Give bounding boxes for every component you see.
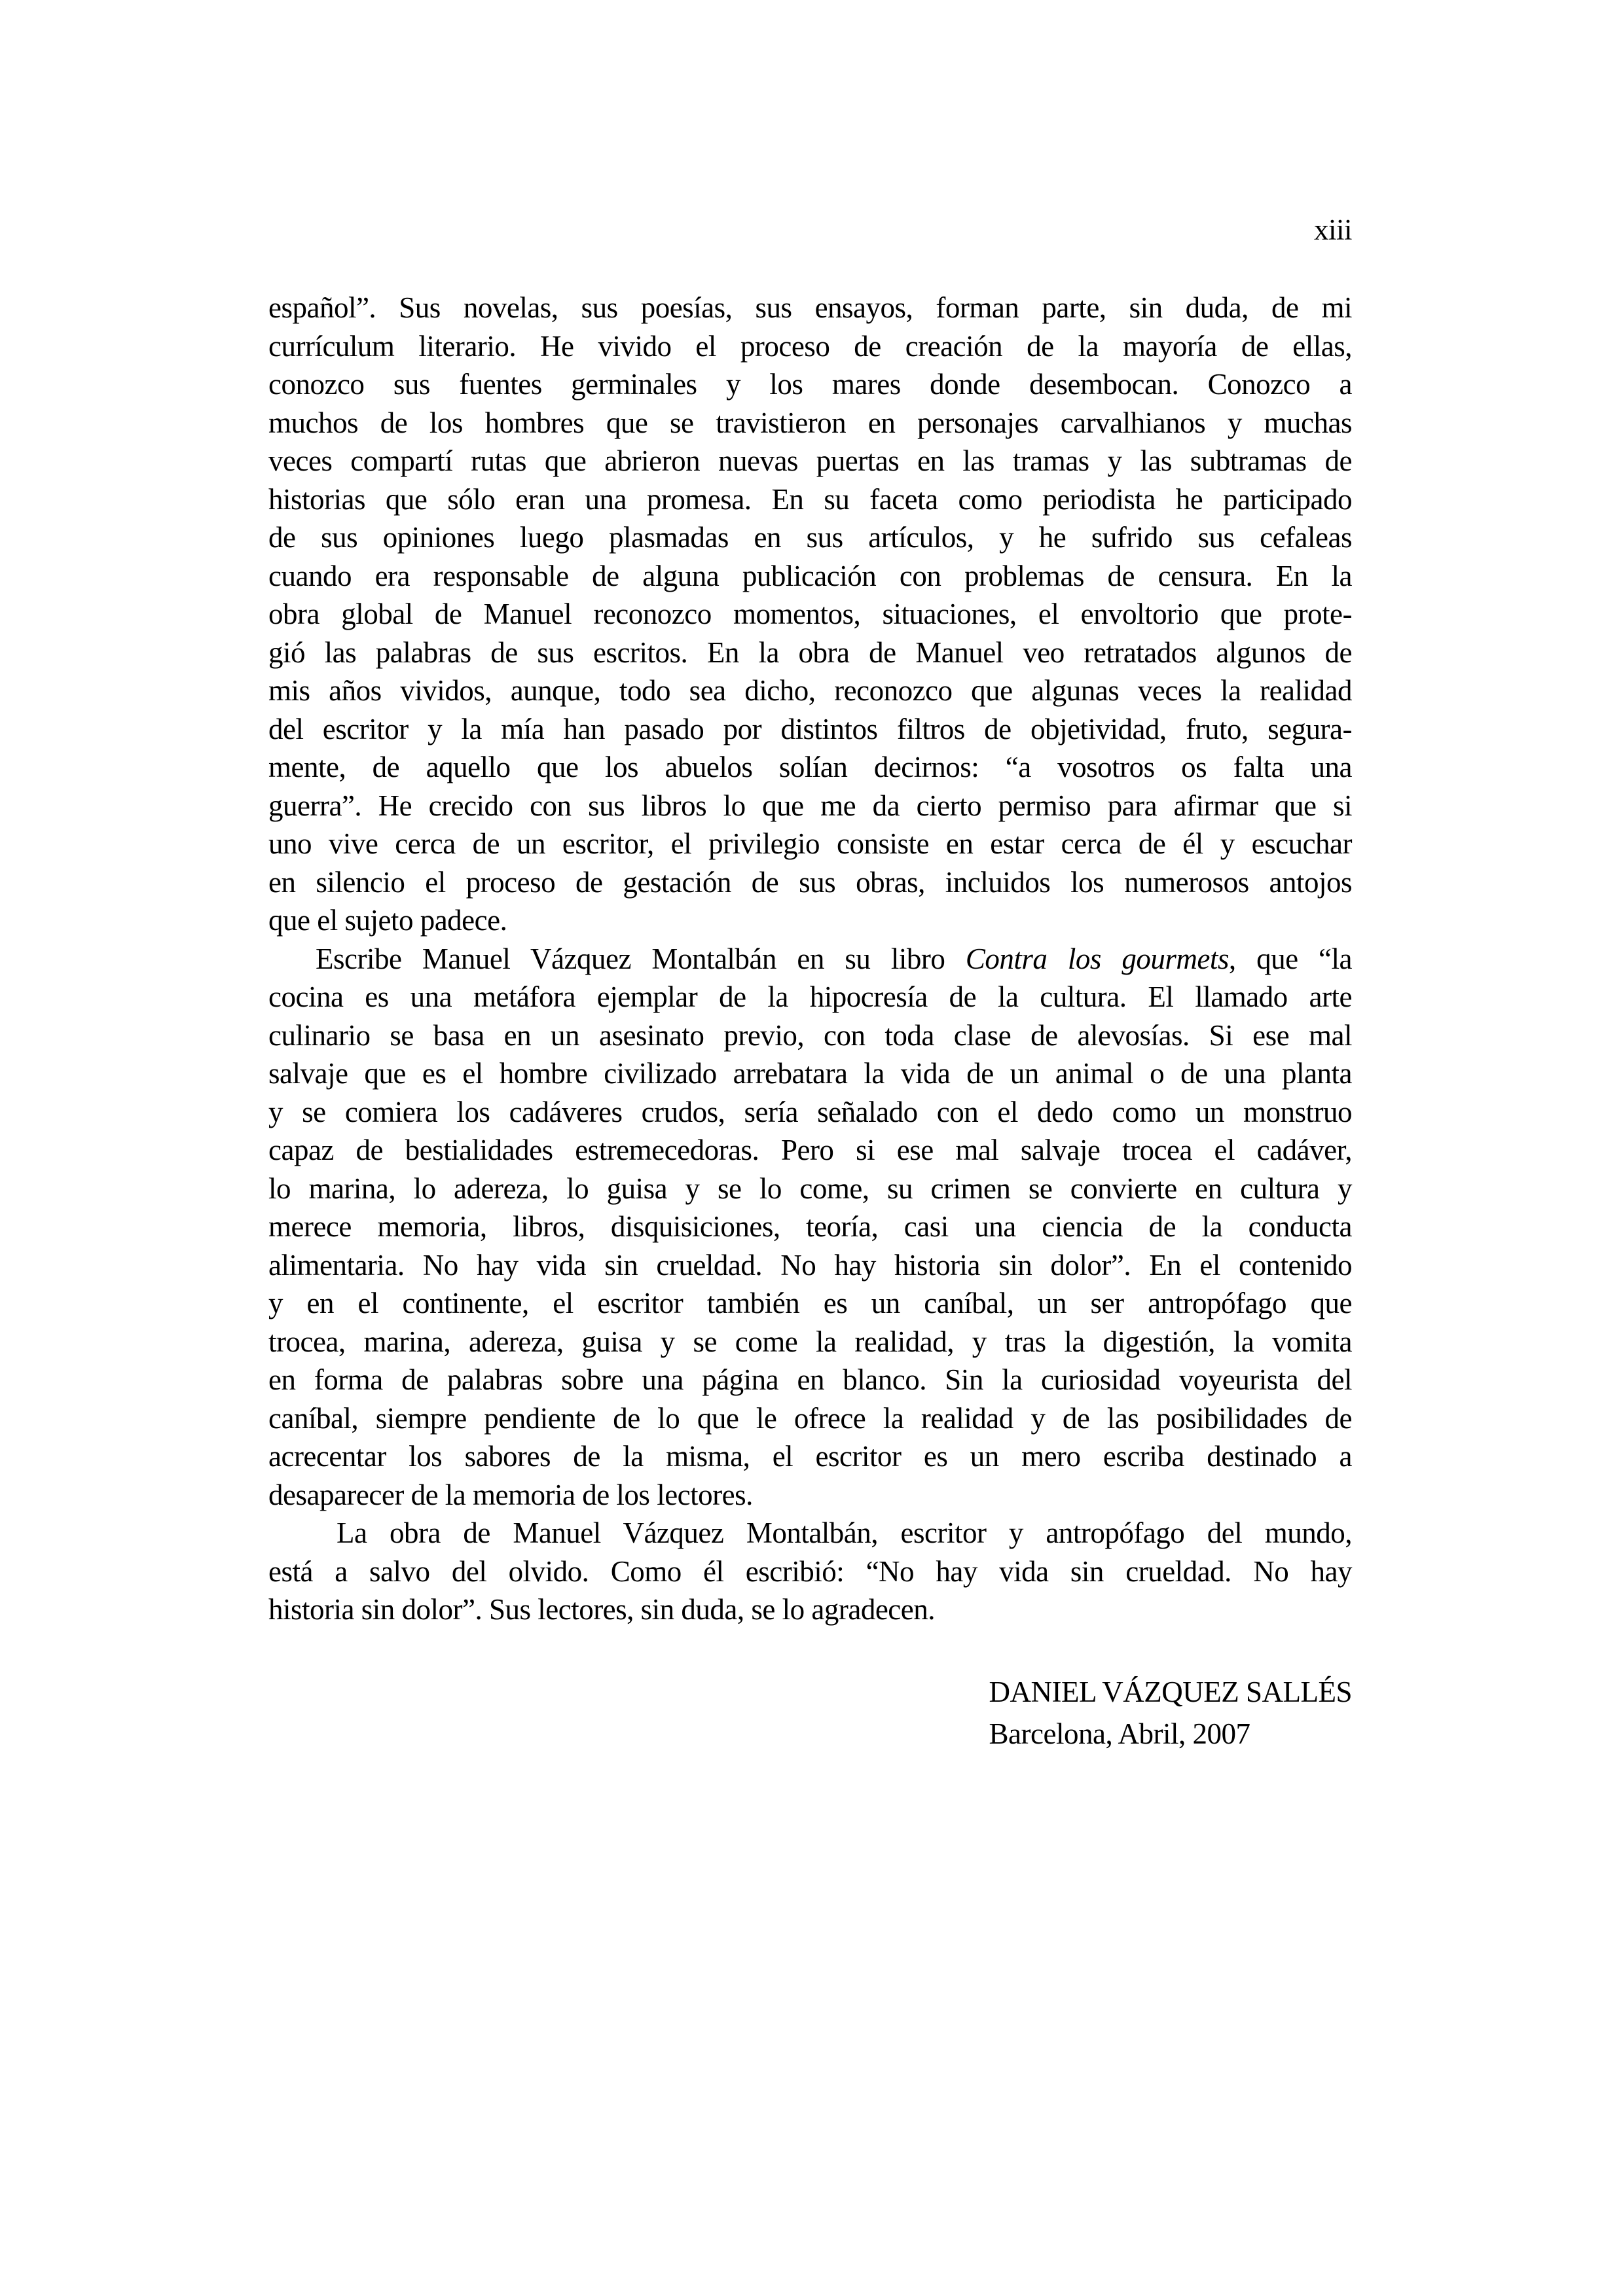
text-line: guerra”. He crecido con sus libros lo que me da cierto permiso para afirmar que si: [268, 789, 1352, 822]
text-line: salvaje que es el hombre civilizado arrebatara la vida de un animal o de una planta: [268, 1057, 1352, 1090]
text-line: historia sin dolor”. Sus lectores, sin duda, se lo agradecen.: [268, 1593, 935, 1626]
text-line: mente, de aquello que los abuelos solían decirnos: “a vosotros os falta una: [268, 751, 1352, 783]
text-line: La obra de Manuel Vázquez Montalbán, escritor y antropófago del mundo,: [337, 1516, 1352, 1549]
text-line: currículum literario. He vivido el proceso de creación de la mayoría de ellas,: [268, 329, 1352, 363]
text-line: desaparecer de la memoria de los lectores.: [268, 1478, 753, 1511]
text-line: de sus opiniones luego plasmadas en sus artículos, y he sufrido sus cefaleas: [268, 521, 1352, 554]
text-line: Escribe Manuel Vázquez Montalbán en su libro Contra los gourmets, que “la: [316, 942, 1353, 975]
text-line: merece memoria, libros, disquisiciones, teoría, casi una ciencia de la conducta: [268, 1210, 1352, 1243]
text-line: y se comiera los cadáveres crudos, sería señalado con el dedo como un monstruo: [268, 1095, 1352, 1128]
text-line: está a salvo del olvido. Como él escribió: “No hay vida sin crueldad. No hay: [268, 1554, 1352, 1588]
text-line: veces compartí rutas que abrieron nuevas puertas en las tramas y las subtramas de: [268, 444, 1352, 477]
text-line: y en el continente, el escritor también es un caníbal, un ser antropófago que: [268, 1287, 1352, 1319]
text-line: historias que sólo eran una promesa. En su faceta como periodista he participado: [268, 482, 1352, 516]
text-line: acrecentar los sabores de la misma, el escritor es un mero escriba destinado a: [268, 1440, 1352, 1473]
text-line: alimentaria. No hay vida sin crueldad. No hay historia sin dolor”. En el contenido: [268, 1248, 1352, 1282]
text-line: gió las palabras de sus escritos. En la obra de Manuel veo retratados algunos de: [268, 636, 1352, 669]
text-line: cuando era responsable de alguna publicación con problemas de censura. En la: [268, 559, 1352, 592]
body-text: [268, 289, 1352, 1755]
signature-place-date: Barcelona, Abril, 2007: [989, 1717, 1250, 1750]
text-line: que el sujeto padece.: [268, 904, 507, 937]
paragraph: [268, 1514, 1352, 1629]
text-line: mis años vividos, aunque, todo sea dicho, reconozco que algunas veces la realidad: [268, 674, 1352, 707]
text-line: español”. Sus novelas, sus poesías, sus ensayos, forman parte, sin duda, de mi: [268, 291, 1352, 324]
text-line: conozco sus fuentes germinales y los mares donde desembocan. Conozco a: [268, 368, 1352, 401]
text-line: culinario se basa en un asesinato previo, con toda clase de alevosías. Si ese mal: [268, 1018, 1352, 1052]
text-line: cocina es una metáfora ejemplar de la hipocresía de la cultura. El llamado arte: [268, 980, 1352, 1013]
text-line: trocea, marina, adereza, guisa y se come la realidad, y tras la digestión, la vomita: [268, 1325, 1352, 1358]
signature-block: [989, 1671, 1352, 1755]
text-line: del escritor y la mía han pasado por distintos filtros de objetividad, fruto, segura-: [268, 712, 1352, 745]
paragraph: [268, 289, 1352, 940]
text-line: muchos de los hombres que se travistieron en personajes carvalhianos y muchas: [268, 406, 1352, 439]
signature-name: DANIEL VÁZQUEZ SALLÉS: [989, 1675, 1352, 1708]
text-line: capaz de bestialidades estremecedoras. Pero si ese mal salvaje trocea el cadáver,: [268, 1134, 1352, 1166]
text-line: uno vive cerca de un escritor, el privilegio consiste en estar cerca de él y escuchar: [268, 827, 1352, 860]
text-line: caníbal, siempre pendiente de lo que le ofrece la realidad y de las posibilidades de: [268, 1401, 1352, 1435]
page-number: xiii: [1313, 213, 1352, 246]
text-line: obra global de Manuel reconozco momentos, situaciones, el envoltorio que prote-: [268, 598, 1352, 630]
text-line: lo marina, lo adereza, lo guisa y se lo come, su crimen se convierte en cultura y: [268, 1172, 1352, 1205]
text-line: en forma de palabras sobre una página en blanco. Sin la curiosidad voyeurista del: [268, 1363, 1352, 1396]
text-line: en silencio el proceso de gestación de sus obras, incluidos los numerosos antojos: [268, 865, 1352, 899]
paragraph: [268, 940, 1352, 1515]
